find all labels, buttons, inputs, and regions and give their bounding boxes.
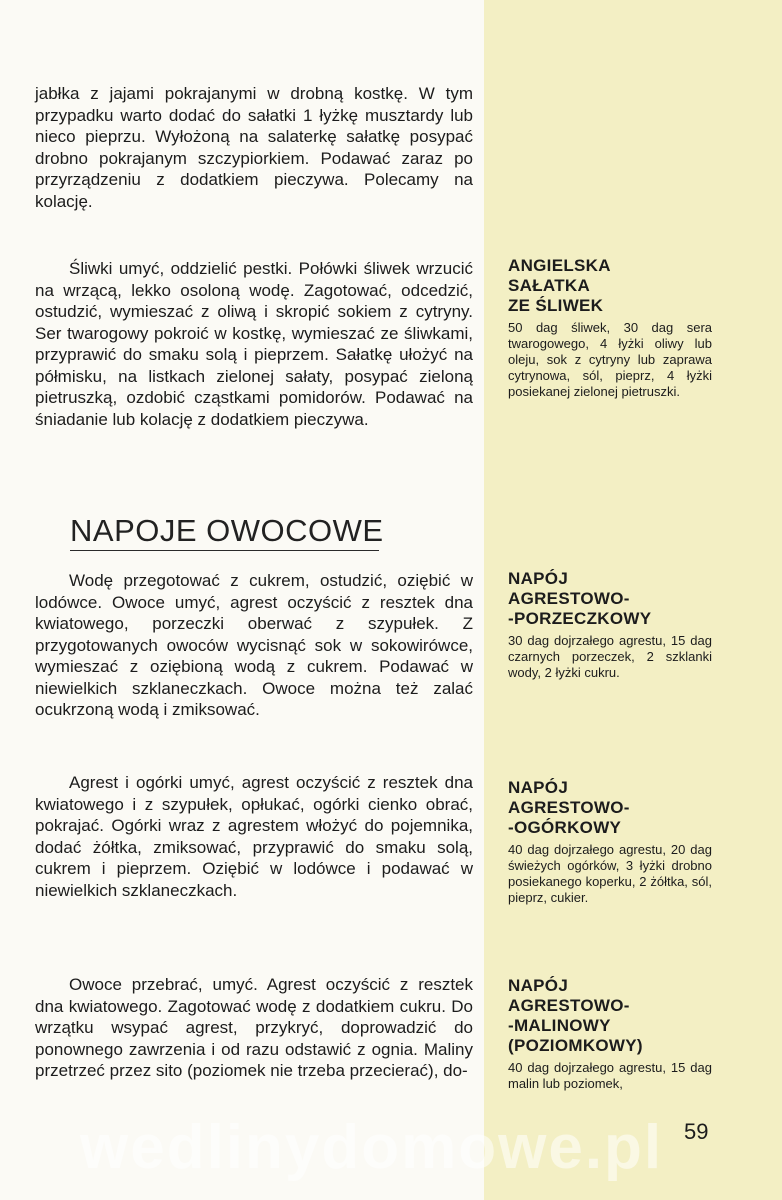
recipe-title-line: SAŁATKA: [508, 276, 591, 295]
recipe-title: [508, 569, 712, 629]
recipe-ingredients: 40 dag dojrzałego agrestu, 15 dag malin lub poziomek,: [508, 1060, 712, 1091]
recipe-title: [508, 256, 712, 316]
recipe-title-line: ZE ŚLIWEK: [508, 296, 604, 315]
recipe-title: [508, 976, 712, 1056]
paragraph-salad-end: jabłka z jajami pokrajanymi w drobną kostkę. W tym przypadku warto dodać do sałatki 1 łyżkę musztardy lub nieco pieprzu. Wyłożoną na salaterkę sałatkę posypać drobno pokrajanym szczypiorkiem. Podawać zaraz po przyrządzeniu z dodatkiem pieczywa. Polecamy na kolację.: [35, 84, 473, 211]
recipe-ingredients: 50 dag śliwek, 30 dag sera twarogowego, 4 łyżki oliwy lub oleju, sok z cytryny lub zaprawa cytrynowa, sól, pieprz, 4 łyżki posiekanej zielonej pietruszki.: [508, 320, 712, 399]
recipe-card: [508, 976, 712, 1092]
heading-rule: [70, 550, 379, 551]
recipe-title-line: AGRESTOWO-: [508, 798, 630, 817]
paragraph-plum-salad: Śliwki umyć, oddzielić pestki. Połówki śliwek wrzucić na wrzącą, lekko osoloną wodę. Zagotować, odcedzić, ostudzić, wymieszać z oliwą i skropić sokiem z cytryny. Ser twarogowy pokroić w kostkę, wymieszać ze śliwkami, przyprawić do smaku solą i pieprzem. Sałatkę ułożyć na półmisku, na listkach zielonej sałaty, posypać zieloną pietruszką, ozdobić cząstkami pomidorów. Podawać na śniadanie lub kolację z dodatkiem pieczywa.: [35, 259, 473, 429]
recipe-title-line: ANGIELSKA: [508, 256, 611, 275]
recipe-title-line: NAPÓJ: [508, 778, 569, 797]
recipe-title-line: NAPÓJ: [508, 569, 569, 588]
page-number: 59: [684, 1119, 709, 1144]
paragraph-gooseberry-currant: Wodę przegotować z cukrem, ostudzić, oziębić w lodówce. Owoce umyć, agrest oczyścić z resztek dna kwiatowego, porzeczki oberwać z szypułek. Z przygotowanych owoców wycisnąć sok w sokowirówce, wymieszać z oziębioną wodą z cukrem. Podawać w niewielkich szklaneczkach. Owoce można też zalać ocukrzoną wodą i zmiksować.: [35, 571, 473, 719]
recipe-card: [508, 778, 712, 906]
recipe-title: [508, 778, 712, 838]
recipe-ingredients: 30 dag dojrzałego agrestu, 15 dag czarnych porzeczek, 2 szklanki wody, 2 łyżki cukru.: [508, 633, 712, 680]
recipe-title-line: AGRESTOWO-: [508, 589, 630, 608]
recipe-title-line: NAPÓJ: [508, 976, 569, 995]
recipe-card: [508, 256, 712, 400]
watermark: wedlinydomowe.pl: [80, 1113, 664, 1182]
section-heading: NAPOJE OWOCOWE: [70, 513, 384, 548]
recipe-title-line: AGRESTOWO-: [508, 996, 630, 1015]
recipe-ingredients: 40 dag dojrzałego agrestu, 20 dag świeżych ogórków, 3 łyżki drobno posiekanego koperku, 2 żółtka, sól, pieprz, cukier.: [508, 842, 712, 905]
recipe-card: [508, 569, 712, 681]
recipe-title-line: -MALINOWY: [508, 1016, 611, 1035]
paragraph-gooseberry-raspberry: Owoce przebrać, umyć. Agrest oczyścić z resztek dna kwiatowego. Zagotować wodę z dodatkiem cukru. Do wrzątku wsypać agrest, przykryć, doprowadzić do ponownego zawrzenia i od razu odstawić z ognia. Maliny przetrzeć przez sito (poziomek nie trzeba przecierać), do-: [35, 975, 473, 1080]
recipe-title-line: -PORZECZKOWY: [508, 609, 652, 628]
recipe-title-line: (POZIOMKOWY): [508, 1036, 643, 1055]
recipe-title-line: -OGÓRKOWY: [508, 818, 622, 837]
paragraph-gooseberry-cucumber: Agrest i ogórki umyć, agrest oczyścić z resztek dna kwiatowego i z szypułek, opłukać, ogórki cienko obrać, pokrajać. Ogórki wraz z agrestem włożyć do pojemnika, dodać żółtka, zmiksować, przyprawić do smaku solą, cukrem i pieprzem. Oziębić w lodówce i podawać w niewielkich szklaneczkach.: [35, 773, 473, 900]
